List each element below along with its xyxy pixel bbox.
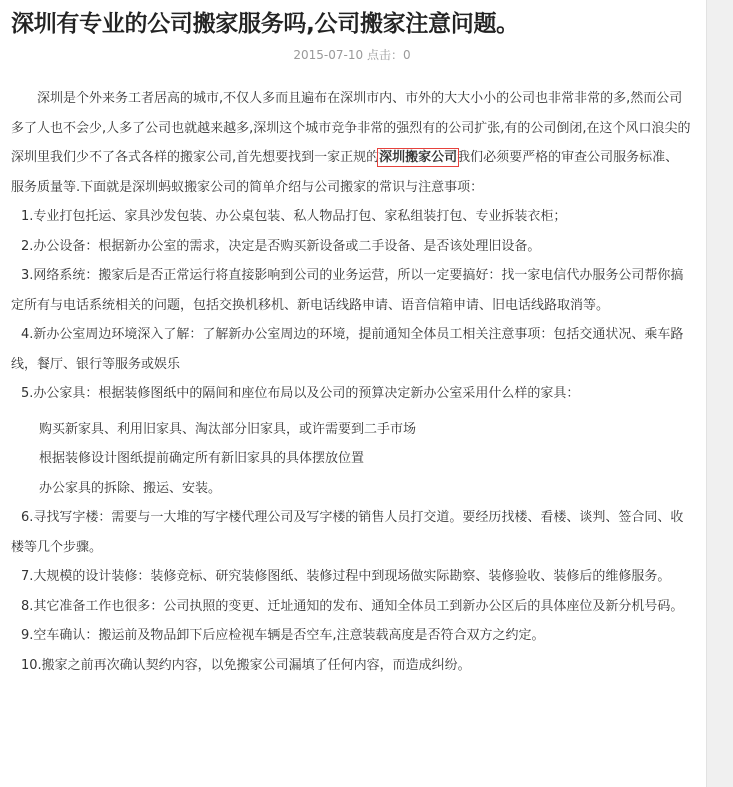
list-item: 3.网络系统：搬家后是否正常运行将直接影响到公司的业务运营，所以一定要搞好：找一家电信代办服务公司帮你搞定所有与电话系统相关的问题，包括交换机移机、新电话线路申请、语音信箱申请、旧电话线路取消等。 bbox=[11, 268, 684, 313]
intro-text-after: 我们必须要严格的审查公司服务标准、服务质量等.下面就是深圳蚂蚁搬家公司的简单介绍与公司搬家的常识与注意事项： bbox=[11, 150, 679, 195]
sub-list-item: 根据装修设计图纸提前确定所有新旧家具的具体摆放位置 bbox=[39, 451, 365, 466]
list-item: 5.办公家具：根据装修图纸中的隔间和座位布局以及公司的预算决定新办公室采用什么样的家具： bbox=[21, 386, 580, 401]
article-body bbox=[11, 84, 691, 680]
list-item: 2.办公设备：根据新办公室的需求，决定是否购买新设备或二手设备、是否该处理旧设备。 bbox=[21, 238, 541, 254]
list-item: 7.大规模的设计装修：装修竞标、研究装修图纸、装修过程中到现场做实际勘察、装修验收、装修后的维修服务。 bbox=[21, 569, 671, 584]
list-item: 4.新办公室周边环境深入了解：了解新办公室周边的环境，提前通知全体员工相关注意事项：包括交通状况、乘车路线，餐厅、银行等服务或娱乐 bbox=[11, 327, 684, 372]
sub-list-item: 办公家具的拆除、搬运、安装。 bbox=[39, 480, 222, 496]
list-item: 9.空车确认：搬运前及物品卸下后应检视车辆是否空车,注意装载高度是否符合双方之约定。 bbox=[21, 628, 545, 643]
page-scrollbar[interactable] bbox=[706, 0, 733, 787]
intro-text-before: 深圳是个外来务工者居高的城市,不仅人多而且遍布在深圳市内、市外的大大小小的公司也非常非常的多,然而公司多了人也不会少,人多了公司也就越来越多,深圳这个城市竞争非常的强烈有的公司扩张,有的公司倒闭,在这个风口浪尖的深圳里我们少不了各式各样的搬家公司,首先想要找到一家正规的 bbox=[11, 91, 691, 165]
intro-paragraph bbox=[11, 84, 691, 202]
article-title: 深圳有专业的公司搬家服务吗,公司搬家注意问题。 bbox=[11, 11, 519, 37]
list-item: 6.寻找写字楼：需要与一大堆的写字楼代理公司及写字楼的销售人员打交道。要经历找楼、看楼、谈判、签合同、收楼等几个步骤。 bbox=[11, 510, 684, 555]
list-item: 10.搬家之前再次确认契约内容，以免搬家公司漏填了任何内容，而造成纠纷。 bbox=[21, 657, 471, 673]
list-item: 1.专业打包托运、家具沙发包装、办公桌包装、私人物品打包、家私组装打包、专业拆装衣柜； bbox=[21, 209, 567, 224]
sub-list-item: 购买新家具、利用旧家具、淘汰部分旧家具，或许需要到二手市场 bbox=[39, 421, 417, 437]
article-meta bbox=[0, 46, 704, 64]
keyword-link[interactable]: 深圳搬家公司 bbox=[379, 150, 458, 165]
click-count: 点击：0 bbox=[366, 48, 411, 62]
publish-date: 2015-07-10 bbox=[293, 48, 364, 62]
list-item: 8.其它准备工作也很多：公司执照的变更、迁址通知的发布、通知全体员工到新办公区后的具体座位及新分机号码。 bbox=[21, 598, 684, 614]
